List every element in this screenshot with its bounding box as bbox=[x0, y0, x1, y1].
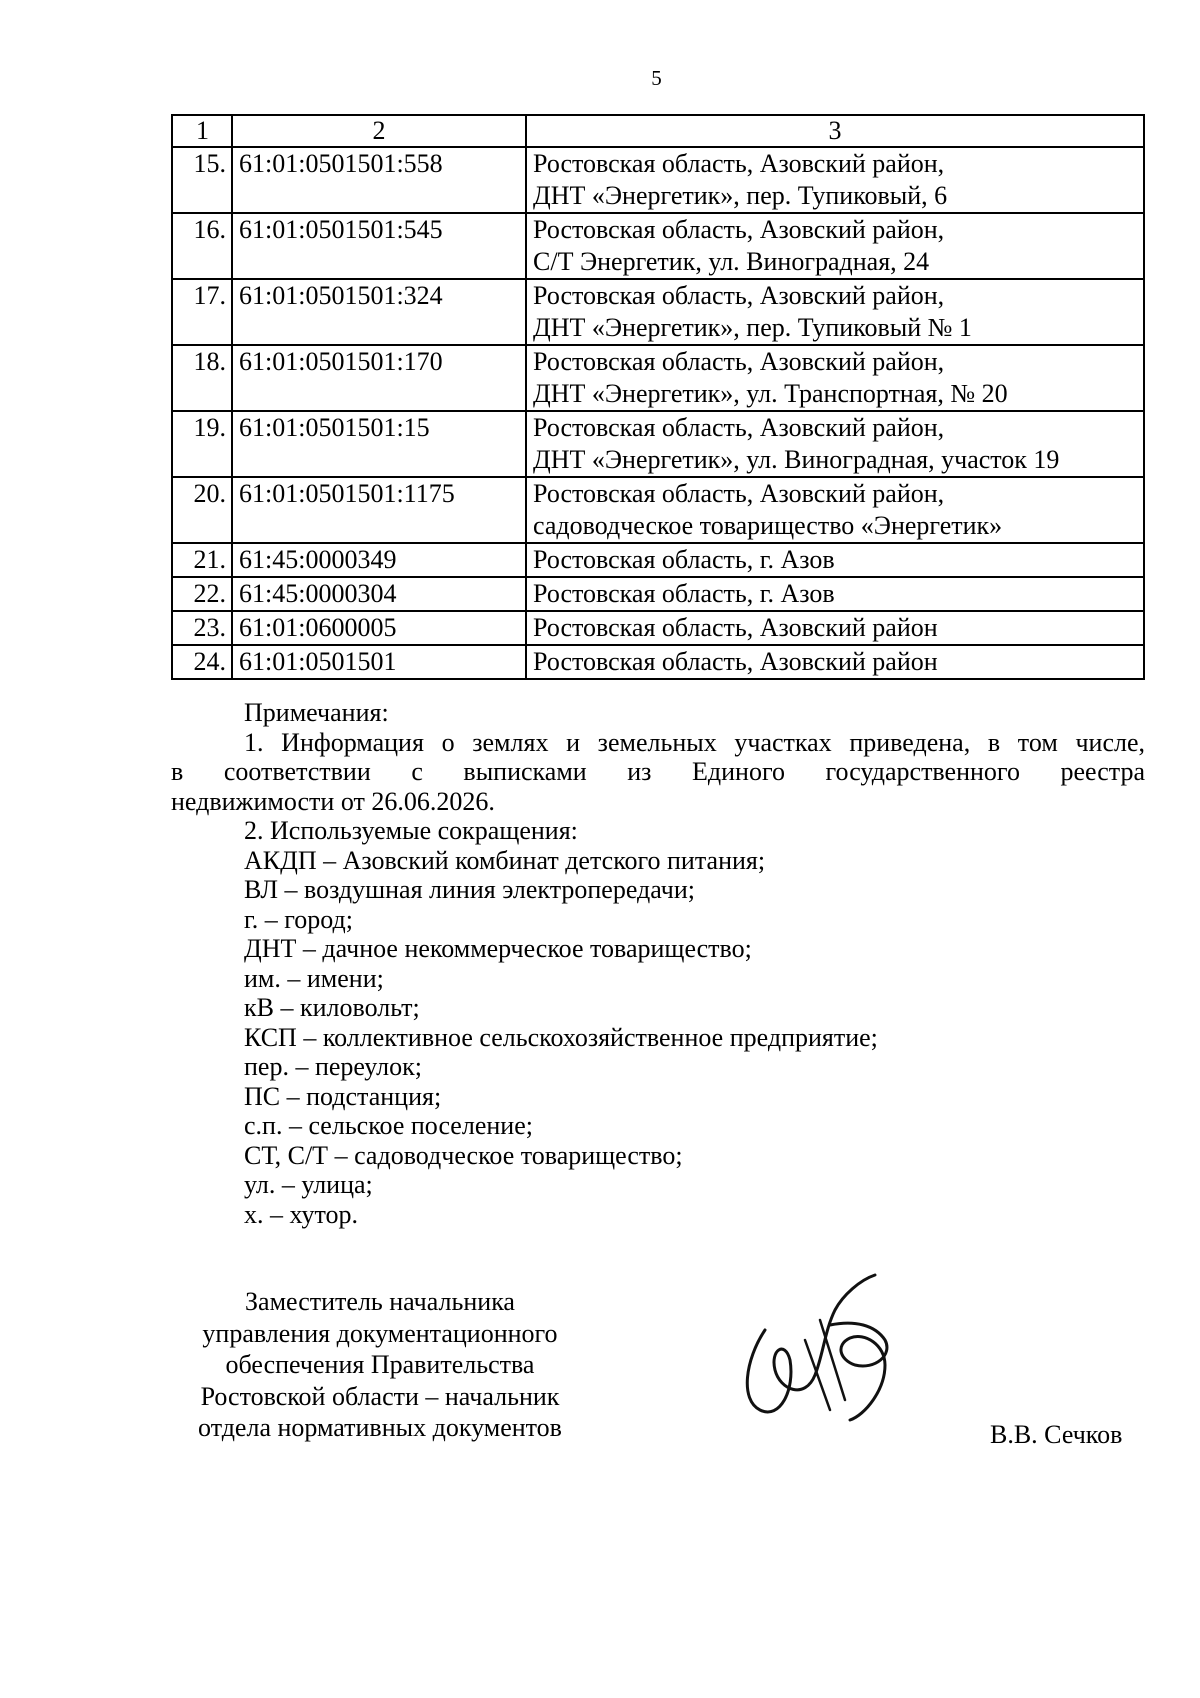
address-line: Ростовская область, Азовский район bbox=[533, 613, 938, 642]
address-cell bbox=[526, 279, 1144, 345]
cadastral-number: 61:45:0000349 bbox=[232, 543, 526, 577]
address-line: Ростовская область, Азовский район, bbox=[533, 347, 945, 376]
address-line: ДНТ «Энергетик», пер. Тупиковый № 1 bbox=[533, 313, 972, 342]
address-cell bbox=[526, 411, 1144, 477]
abbreviation-item: г. – город; bbox=[244, 904, 353, 934]
row-number: 23. bbox=[172, 611, 232, 645]
table-row bbox=[172, 279, 1144, 345]
signatory-title-line: Ростовской области – начальник bbox=[200, 1381, 560, 1411]
row-number: 20. bbox=[172, 477, 232, 543]
abbreviation-item: х. – хутор. bbox=[244, 1199, 359, 1229]
cadastral-number: 61:01:0501501:558 bbox=[232, 147, 526, 213]
abbreviations-list bbox=[171, 846, 1145, 1230]
table-row bbox=[172, 345, 1144, 411]
abbreviation-item: кВ – киловольт; bbox=[244, 993, 420, 1022]
address-cell bbox=[526, 611, 1144, 645]
handwritten-signature bbox=[735, 1270, 905, 1430]
address-cell bbox=[526, 645, 1144, 679]
table-row bbox=[172, 611, 1144, 645]
land-plots-table bbox=[171, 114, 1145, 680]
address-line: ДНТ «Энергетик», ул. Транспортная, № 20 bbox=[533, 379, 1008, 408]
row-number: 16. bbox=[172, 213, 232, 279]
cadastral-number: 61:01:0501501:545 bbox=[232, 213, 526, 279]
table-row bbox=[172, 577, 1144, 611]
address-cell bbox=[526, 345, 1144, 411]
table-row bbox=[172, 477, 1144, 543]
address-cell bbox=[526, 147, 1144, 213]
address-cell bbox=[526, 577, 1144, 611]
row-number: 24. bbox=[172, 645, 232, 679]
table-header-row bbox=[172, 115, 1144, 147]
cadastral-number: 61:01:0600005 bbox=[232, 611, 526, 645]
table-row bbox=[172, 411, 1144, 477]
address-line: Ростовская область, Азовский район, bbox=[533, 215, 945, 244]
column-header-cadastral-number: 2 bbox=[232, 115, 526, 147]
address-line: ДНТ «Энергетик», пер. Тупиковый, 6 bbox=[533, 181, 948, 210]
signatory-title-line: отдела нормативных документов bbox=[198, 1413, 562, 1442]
abbreviation-item: ВЛ – воздушная линия электропередачи; bbox=[244, 875, 695, 904]
address-line: Ростовская область, Азовский район, bbox=[533, 479, 945, 508]
page-number: 5 bbox=[651, 66, 662, 90]
cadastral-number: 61:45:0000304 bbox=[232, 577, 526, 611]
notes-heading: Примечания: bbox=[244, 698, 389, 727]
abbreviation-item: СТ, С/Т – садоводческое товарищество; bbox=[244, 1140, 683, 1170]
abbreviation-item: КСП – коллективное сельскохозяйственное предприятие; bbox=[244, 1022, 878, 1052]
column-header-address: 3 bbox=[526, 115, 1144, 147]
signatory-title-line: обеспечения Правительства bbox=[225, 1350, 535, 1379]
cadastral-number: 61:01:0501501:15 bbox=[232, 411, 526, 477]
abbreviation-item: им. – имени; bbox=[244, 963, 384, 993]
row-number: 21. bbox=[172, 543, 232, 577]
address-cell bbox=[526, 213, 1144, 279]
table-row bbox=[172, 147, 1144, 213]
address-line: Ростовская область, г. Азов bbox=[533, 579, 835, 608]
cadastral-number: 61:01:0501501:1175 bbox=[232, 477, 526, 543]
row-number: 22. bbox=[172, 577, 232, 611]
signatory-title-line: управления документационного bbox=[202, 1318, 558, 1348]
address-line: ДНТ «Энергетик», ул. Виноградная, участок 19 bbox=[533, 445, 1060, 474]
note-2-heading: 2. Используемые сокращения: bbox=[244, 816, 578, 845]
abbreviation-item: АКДП – Азовский комбинат детского питания; bbox=[244, 845, 766, 875]
note-1-line-1: 1. Информация о землях и земельных участках приведена, в том числе, bbox=[244, 727, 1145, 757]
abbreviation-item: ДНТ – дачное некоммерческое товарищество; bbox=[244, 934, 752, 963]
address-cell bbox=[526, 477, 1144, 543]
column-header-number: 1 bbox=[172, 115, 232, 147]
cadastral-number: 61:01:0501501:170 bbox=[232, 345, 526, 411]
row-number: 15. bbox=[172, 147, 232, 213]
row-number: 19. bbox=[172, 411, 232, 477]
address-line: Ростовская область, Азовский район, bbox=[533, 281, 945, 310]
notes-section bbox=[171, 698, 1145, 1229]
note-1-line-2: в соответствии с выписками из Единого государственного реестра bbox=[171, 757, 1145, 786]
signatory-title-line: Заместитель начальника bbox=[245, 1287, 515, 1316]
table-row bbox=[172, 645, 1144, 679]
address-line: Ростовская область, Азовский район, bbox=[533, 149, 945, 178]
abbreviation-item: пер. – переулок; bbox=[244, 1052, 422, 1081]
cadastral-number: 61:01:0501501:324 bbox=[232, 279, 526, 345]
abbreviation-item: ПС – подстанция; bbox=[244, 1081, 442, 1111]
note-1-line-3: недвижимости от 26.06.2026. bbox=[171, 786, 495, 816]
address-line: Ростовская область, г. Азов bbox=[533, 545, 835, 574]
table-row bbox=[172, 543, 1144, 577]
address-cell bbox=[526, 543, 1144, 577]
address-line: С/Т Энергетик, ул. Виноградная, 24 bbox=[533, 247, 930, 276]
row-number: 18. bbox=[172, 345, 232, 411]
address-line: Ростовская область, Азовский район, bbox=[533, 413, 945, 442]
row-number: 17. bbox=[172, 279, 232, 345]
signatory-title bbox=[160, 1286, 600, 1444]
address-line: Ростовская область, Азовский район bbox=[533, 647, 938, 676]
abbreviation-item: ул. – улица; bbox=[244, 1170, 373, 1199]
address-line: садоводческое товарищество «Энергетик» bbox=[533, 511, 1003, 540]
abbreviation-item: с.п. – сельское поселение; bbox=[244, 1111, 533, 1140]
cadastral-number: 61:01:0501501 bbox=[232, 645, 526, 679]
signer-name: В.В. Сечков bbox=[990, 1420, 1123, 1449]
table-row bbox=[172, 213, 1144, 279]
